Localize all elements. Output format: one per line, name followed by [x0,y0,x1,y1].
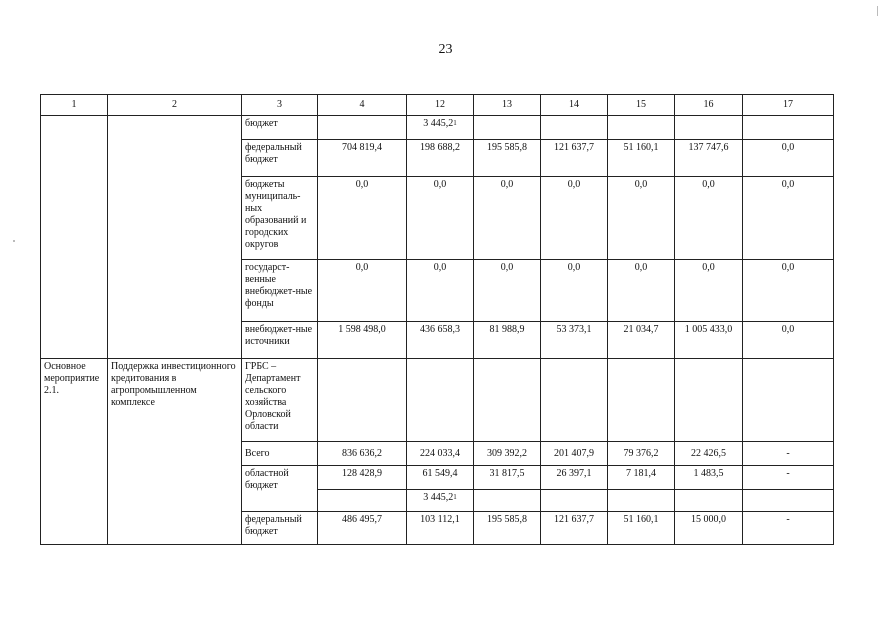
header-cell: 17 [743,95,834,116]
header-cell: 2 [108,95,242,116]
value-cell: 22 426,5 [675,442,743,466]
value-cell [608,490,675,512]
header-cell: 14 [541,95,608,116]
value-text: 3 445,2 [423,118,454,129]
value-cell: 0,0 [407,177,474,260]
value-cell: 0,0 [743,260,834,322]
value-cell: 21 034,7 [608,322,675,359]
value-cell: 436 658,3 [407,322,474,359]
value-cell [675,359,743,442]
value-cell [318,490,407,512]
value-text: 3 445,2 [423,492,454,503]
value-cell: 0,0 [743,322,834,359]
header-cell: 13 [474,95,541,116]
value-cell: 53 373,1 [541,322,608,359]
funding-source: федеральный бюджет [242,140,318,177]
funding-source: государст-венные внебюджет-ные фонды [242,260,318,322]
measure-name-cell [41,116,108,359]
value-cell: 137 747,6 [675,140,743,177]
value-cell: 1 483,5 [675,466,743,490]
value-cell: 0,0 [474,177,541,260]
table-row [41,359,834,442]
value-cell [541,490,608,512]
value-cell: 81 988,9 [474,322,541,359]
value-cell: 195 585,8 [474,140,541,177]
value-cell: 195 585,8 [474,512,541,545]
funding-source: федеральный бюджет [242,512,318,545]
value-cell: 0,0 [318,260,407,322]
value-cell: 309 392,2 [474,442,541,466]
value-cell: 0,0 [743,140,834,177]
header-cell: 12 [407,95,474,116]
scan-artifact [877,6,878,16]
value-cell [675,490,743,512]
value-cell: 0,0 [318,177,407,260]
value-cell [318,116,407,140]
header-cell: 15 [608,95,675,116]
footnote-marker: 1 [453,493,457,501]
value-cell [743,116,834,140]
value-cell [541,116,608,140]
value-cell: 1 598 498,0 [318,322,407,359]
header-row [41,95,834,116]
value-cell [608,116,675,140]
value-cell: 79 376,2 [608,442,675,466]
value-cell: 0,0 [743,177,834,260]
value-cell: - [743,512,834,545]
value-cell: 15 000,0 [675,512,743,545]
value-cell [608,359,675,442]
value-cell [407,359,474,442]
value-cell: 128 428,9 [318,466,407,490]
measure-description-cell [108,116,242,359]
value-cell: 486 495,7 [318,512,407,545]
footnote-marker: 1 [453,119,457,127]
value-cell: 0,0 [608,177,675,260]
funding-source: бюджет [242,116,318,140]
value-cell: 224 033,4 [407,442,474,466]
value-cell [474,116,541,140]
value-cell: - [743,466,834,490]
funding-source: внебюджет-ные источники [242,322,318,359]
value-cell: 0,0 [675,177,743,260]
value-cell: 51 160,1 [608,512,675,545]
value-cell: 51 160,1 [608,140,675,177]
value-cell: 0,0 [541,177,608,260]
value-cell: 61 549,4 [407,466,474,490]
value-cell [541,359,608,442]
page-number: 23 [438,42,453,57]
value-cell: 201 407,9 [541,442,608,466]
header-cell: 1 [41,95,108,116]
value-cell: 31 817,5 [474,466,541,490]
table-row [41,116,834,140]
value-cell: 704 819,4 [318,140,407,177]
funding-source: областной бюджет [242,466,318,512]
value-cell [318,359,407,442]
value-cell: 26 397,1 [541,466,608,490]
value-cell: 7 181,4 [608,466,675,490]
value-cell: 0,0 [541,260,608,322]
value-cell [743,359,834,442]
value-cell [474,490,541,512]
header-cell: 4 [318,95,407,116]
value-cell: 836 636,2 [318,442,407,466]
value-cell: 1 005 433,0 [675,322,743,359]
measure-name: Основное мероприятие 2.1. [41,359,108,545]
value-cell [743,490,834,512]
funding-source: Всего [242,442,318,466]
value-cell [675,116,743,140]
value-cell: 0,0 [608,260,675,322]
value-cell: 0,0 [474,260,541,322]
value-cell: 103 112,1 [407,512,474,545]
value-cell: 198 688,2 [407,140,474,177]
value-cell [474,359,541,442]
value-cell: 121 637,7 [541,512,608,545]
value-cell [407,490,474,512]
budget-table [40,94,834,545]
value-cell: 0,0 [675,260,743,322]
grbs-cell: ГРБС – Департамент сельского хозяйства Орловской области [242,359,318,442]
scan-artifact [13,240,15,242]
funding-source: бюджеты муниципаль-ных образований и городских округов [242,177,318,260]
header-cell: 16 [675,95,743,116]
value-cell: 121 637,7 [541,140,608,177]
value-cell: 0,0 [407,260,474,322]
header-cell: 3 [242,95,318,116]
value-cell: - [743,442,834,466]
value-cell [407,116,474,140]
measure-description: Поддержка инвестиционного кредитования в агропромышленном комплексе [108,359,242,545]
